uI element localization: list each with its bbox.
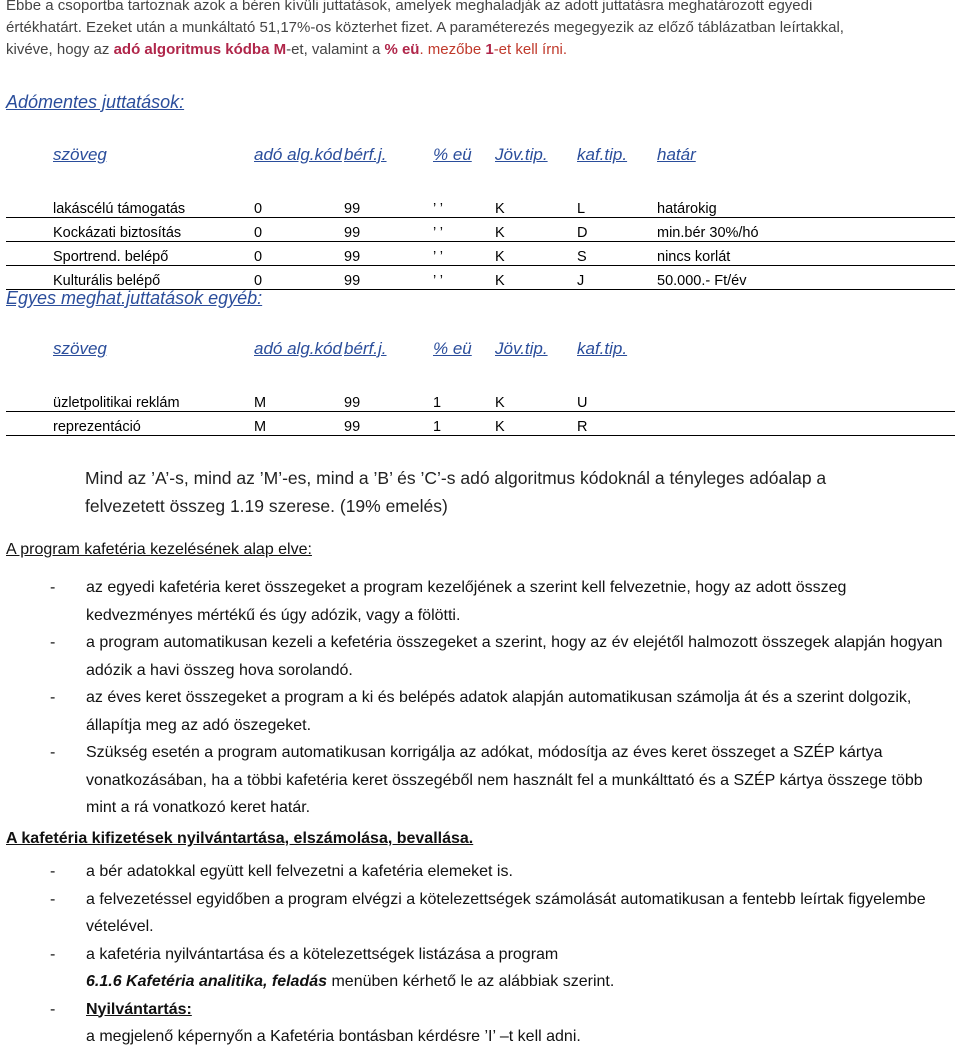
- cell-alg: 0: [254, 242, 344, 266]
- list-item-text: a bér adatokkal együtt kell felvezetni a kafetéria elemeket is.: [86, 863, 513, 880]
- adomentes-heading: Adómentes juttatások:: [6, 92, 185, 112]
- cell-eu: ’ ’: [433, 218, 495, 242]
- list-item: [50, 941, 955, 996]
- col-szoveg: szöveg: [53, 145, 107, 164]
- col-kaf-tip: kaf.tip.: [577, 145, 628, 164]
- cell-berfj: 99: [344, 242, 433, 266]
- col-kaf-tip: kaf.tip.: [577, 339, 628, 358]
- cell-berfj: 99: [344, 266, 433, 290]
- table-row: [6, 266, 955, 290]
- intro-text: kivéve, hogy az: [6, 41, 114, 58]
- cell-kaf: L: [577, 194, 657, 218]
- dash-bullet: -: [50, 744, 56, 761]
- table-row: [6, 242, 955, 266]
- kezeles-list: [50, 574, 955, 822]
- cell-alg: 0: [254, 194, 344, 218]
- col-eu: % eü: [433, 339, 472, 358]
- table-row: [6, 194, 955, 218]
- cell-eu: ’ ’: [433, 242, 495, 266]
- cell-hatar: 50.000.- Ft/év: [657, 266, 955, 290]
- intro-line-2: értékhatárt. Ezeket után a munkáltató 51,17%-os közterhet fizet. A paraméterezés megegyezik az előző táblázatban leírtakkal,: [6, 19, 844, 36]
- list-item-text: a felvezetéssel egyidőben a program elvégzi a kötelezettségek számolását automatikusan a fentebb leírtak figyelembe vételével.: [86, 890, 926, 935]
- list-item-text: az éves keret összegeket a program a ki és belépés adatok alapján automatikusan számolja át és a szerint dolgozik, állapítja meg az adó öszegeket.: [86, 689, 912, 734]
- cell-hatar: min.bér 30%/hó: [657, 218, 955, 242]
- cell-alg: M: [254, 388, 344, 412]
- cell-kaf: D: [577, 218, 657, 242]
- table-row: [6, 412, 955, 436]
- dash-bullet: -: [50, 945, 56, 963]
- cell-kaf: U: [577, 388, 657, 412]
- cell-szoveg: reprezentáció: [53, 412, 254, 436]
- egyes-table: [6, 336, 955, 436]
- cell-szoveg: Kockázati biztosítás: [53, 218, 254, 242]
- cell-szoveg: Kulturális belépő: [53, 266, 254, 290]
- cell-jov: K: [495, 242, 577, 266]
- cell-kaf: J: [577, 266, 657, 290]
- table-row: [6, 218, 955, 242]
- kezeles-heading: A program kafetéria kezelésének alap elve:: [6, 541, 312, 558]
- col-jov-tip: Jöv.tip.: [495, 339, 548, 358]
- list-item: [50, 858, 955, 886]
- cell-alg: 0: [254, 218, 344, 242]
- note-line-1: Mind az ’A’-s, mind az ’M’-es, mind a ’B’ és ’C’-s adó algoritmus kódoknál a tényleges adóalap a: [85, 468, 827, 488]
- dash-bullet: -: [50, 890, 56, 908]
- cell-eu: 1: [433, 388, 495, 412]
- cell-szoveg: Sportrend. belépő: [53, 242, 254, 266]
- cell-berfj: 99: [344, 194, 433, 218]
- list-item: [50, 574, 955, 629]
- list-item-text: az egyedi kafetéria keret összegeket a program kezelőjének a szerint kell felvezetnie, hogy az adott összeg kedvezményes mértékű és úgy adózik, vagy a fölötti.: [86, 579, 847, 624]
- cell-szoveg: üzletpolitikai reklám: [53, 388, 254, 412]
- table-row: [6, 388, 955, 412]
- dash-bullet: -: [50, 634, 56, 651]
- cell-jov: K: [495, 388, 577, 412]
- list-item: [50, 996, 955, 1051]
- adomentes-table: [6, 142, 955, 290]
- intro-line-1: Ebbe a csoportba tartoznak azok a béren kívüli juttatások, amelyek meghaladják az adott juttatásra meghatározott egyedi: [6, 0, 813, 14]
- menu-reference: 6.1.6 Kafetéria analitika, feladás: [86, 973, 328, 990]
- list-item-text: a megjelenő képernyőn a Kafetéria bontásban kérdésre ’I’ –t kell adni.: [86, 1028, 581, 1045]
- cell-eu: ’ ’: [433, 266, 495, 290]
- intro-text: -et kell írni.: [493, 41, 568, 58]
- cell-eu: ’ ’: [433, 194, 495, 218]
- list-item: [50, 629, 955, 684]
- dash-bullet: -: [50, 689, 56, 706]
- col-ado-alg-kod: adó alg.kód: [254, 145, 342, 164]
- col-jov-tip: Jöv.tip.: [495, 145, 548, 164]
- cell-jov: K: [495, 194, 577, 218]
- list-item-text: a program automatikusan kezeli a kefetéria összegeket a szerint, hogy az év elejétől halmozott összegek alapján hogyan adózik a havi összeg hova sorolandó.: [86, 634, 943, 679]
- dash-bullet: -: [50, 863, 56, 880]
- list-item-text: Szükség esetén a program automatikusan korrigálja az adókat, módosítja az éves keret összeget a SZÉP kártya vonatkozásában, ha a többi kafetéria keret összegéből nem használt fel a munkálttató és a SZÉP kártya összege több mint a rá vonatkozó keret határ.: [86, 744, 923, 816]
- cell-kaf: R: [577, 412, 657, 436]
- cell-jov: K: [495, 266, 577, 290]
- cell-jov: K: [495, 412, 577, 436]
- intro-emphasis-one: 1: [485, 41, 494, 58]
- dash-bullet: -: [50, 579, 56, 596]
- col-eu: % eü: [433, 145, 472, 164]
- cell-szoveg: lakáscélú támogatás: [53, 194, 254, 218]
- intro-line-3: [6, 39, 956, 61]
- intro-emphasis-eu: % eü: [384, 41, 420, 58]
- spacer-cell: [657, 336, 955, 388]
- egyes-heading: Egyes meghat.juttatások egyéb:: [6, 288, 263, 308]
- cell-eu: 1: [433, 412, 495, 436]
- cell-alg: 0: [254, 266, 344, 290]
- list-item-text: menüben kérhető le az alábbiak szerint.: [327, 973, 615, 990]
- list-item-text: a kafetéria nyilvántartása és a kötelezettségek listázása a program: [86, 945, 559, 963]
- cell-alg: M: [254, 412, 344, 436]
- kifizetes-heading: A kafetéria kifizetések nyilvántartása, elszámolása, bevallása.: [6, 830, 474, 847]
- col-berfj: bérf.j.: [344, 145, 387, 164]
- col-berfj: bérf.j.: [344, 339, 387, 358]
- intro-text: -et, valamint a: [286, 41, 385, 58]
- table-header-row: [6, 336, 955, 388]
- cell-jov: K: [495, 218, 577, 242]
- table-header-row: [6, 142, 955, 194]
- dash-bullet: -: [50, 1000, 56, 1018]
- intro-emphasis-alg: adó algoritmus kódba M: [113, 41, 287, 58]
- cell-berfj: 99: [344, 388, 433, 412]
- list-item: [50, 739, 955, 822]
- kifizetes-list: [50, 858, 955, 1051]
- list-item: [50, 886, 955, 941]
- col-ado-alg-kod: adó alg.kód: [254, 339, 342, 358]
- intro-paragraph: [6, 0, 956, 61]
- list-item: [50, 684, 955, 739]
- note-line-2: felvezetett összeg 1.19 szerese. (19% emelés): [85, 496, 448, 516]
- intro-text: . mezőbe: [419, 41, 486, 58]
- cell-hatar: határokig: [657, 194, 955, 218]
- algorithm-note: [85, 464, 955, 520]
- col-hatar: határ: [657, 145, 696, 164]
- spacer-cell: [6, 142, 53, 194]
- cell-kaf: S: [577, 242, 657, 266]
- nyilvantartas-label: Nyilvántartás:: [86, 1000, 192, 1018]
- col-szoveg: szöveg: [53, 339, 107, 358]
- cell-berfj: 99: [344, 412, 433, 436]
- cell-hatar: nincs korlát: [657, 242, 955, 266]
- spacer-cell: [6, 336, 53, 388]
- cell-berfj: 99: [344, 218, 433, 242]
